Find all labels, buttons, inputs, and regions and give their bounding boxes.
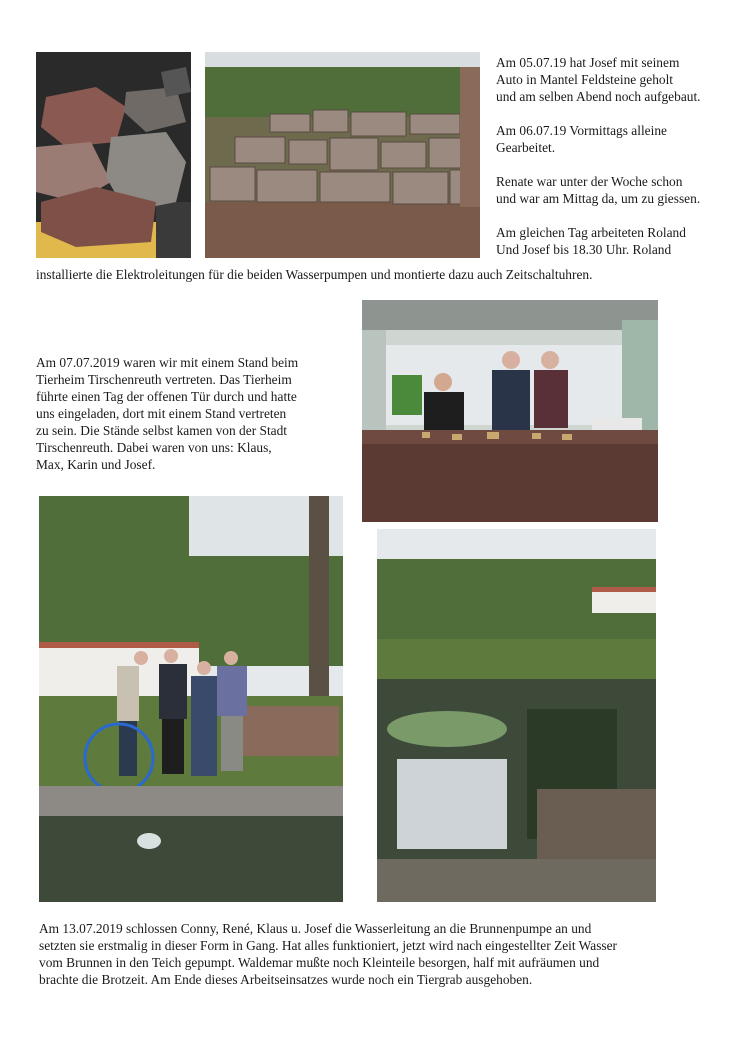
paragraph-morning-work: Am 06.07.19 Vormittags alleine Gearbeitet. xyxy=(496,123,667,155)
paragraph-tierheim-stand: Am 07.07.2019 waren wir mit einem Stand beim Tierheim Tirschenreuth vertreten. Das Tierheim führte einen Tag der offenen Tür durch und hatte uns eingeladen, dort mit einem Stand vertreten zu sein. Die Stände selbst kamen von der Stadt Tirschenreuth. Dabei waren von uns: Klaus, Max, Karin und Josef. xyxy=(36,355,299,472)
photo-group-at-pond xyxy=(39,496,343,902)
photo-pond xyxy=(377,529,656,902)
photo-stones-in-car xyxy=(36,52,191,258)
paragraph-roland-josef: Am gleichen Tag arbeiteten Roland Und Josef bis 18.30 Uhr. Roland xyxy=(496,225,686,257)
paragraph-josef-stones: Am 05.07.19 hat Josef mit seinem Auto in Mantel Feldsteine geholt und am selben Abend noch aufgebaut. xyxy=(496,55,701,104)
paragraph-renate: Renate war unter der Woche schon und war am Mittag da, um zu giessen. xyxy=(496,174,701,206)
paragraph-well-pump: Am 13.07.2019 schlossen Conny, René, Klaus u. Josef die Wasserleitung an die Brunnenpumpe an und setzten sie erstmalig in dieser Form in Gang. Hat alles funktioniert, jetzt wird nach eingestellter Zeit Wasser vom Brunnen in den Teich gepumpt. Waldemar mußte noch Kleinteile besorgen, half mit aufräumen und brachte die Brotzeit. Am Ende dieses Arbeitseinsatzes wurde noch ein Tiergrab ausgehoben. xyxy=(39,921,618,987)
photo-stone-wall xyxy=(205,52,480,258)
paragraph-electrical-continuation: installierte die Elektroleitungen für die beiden Wasserpumpen und montierte dazu auch Zeitschaltuhren. xyxy=(36,267,593,282)
photo-tierheim-booth xyxy=(362,300,658,522)
